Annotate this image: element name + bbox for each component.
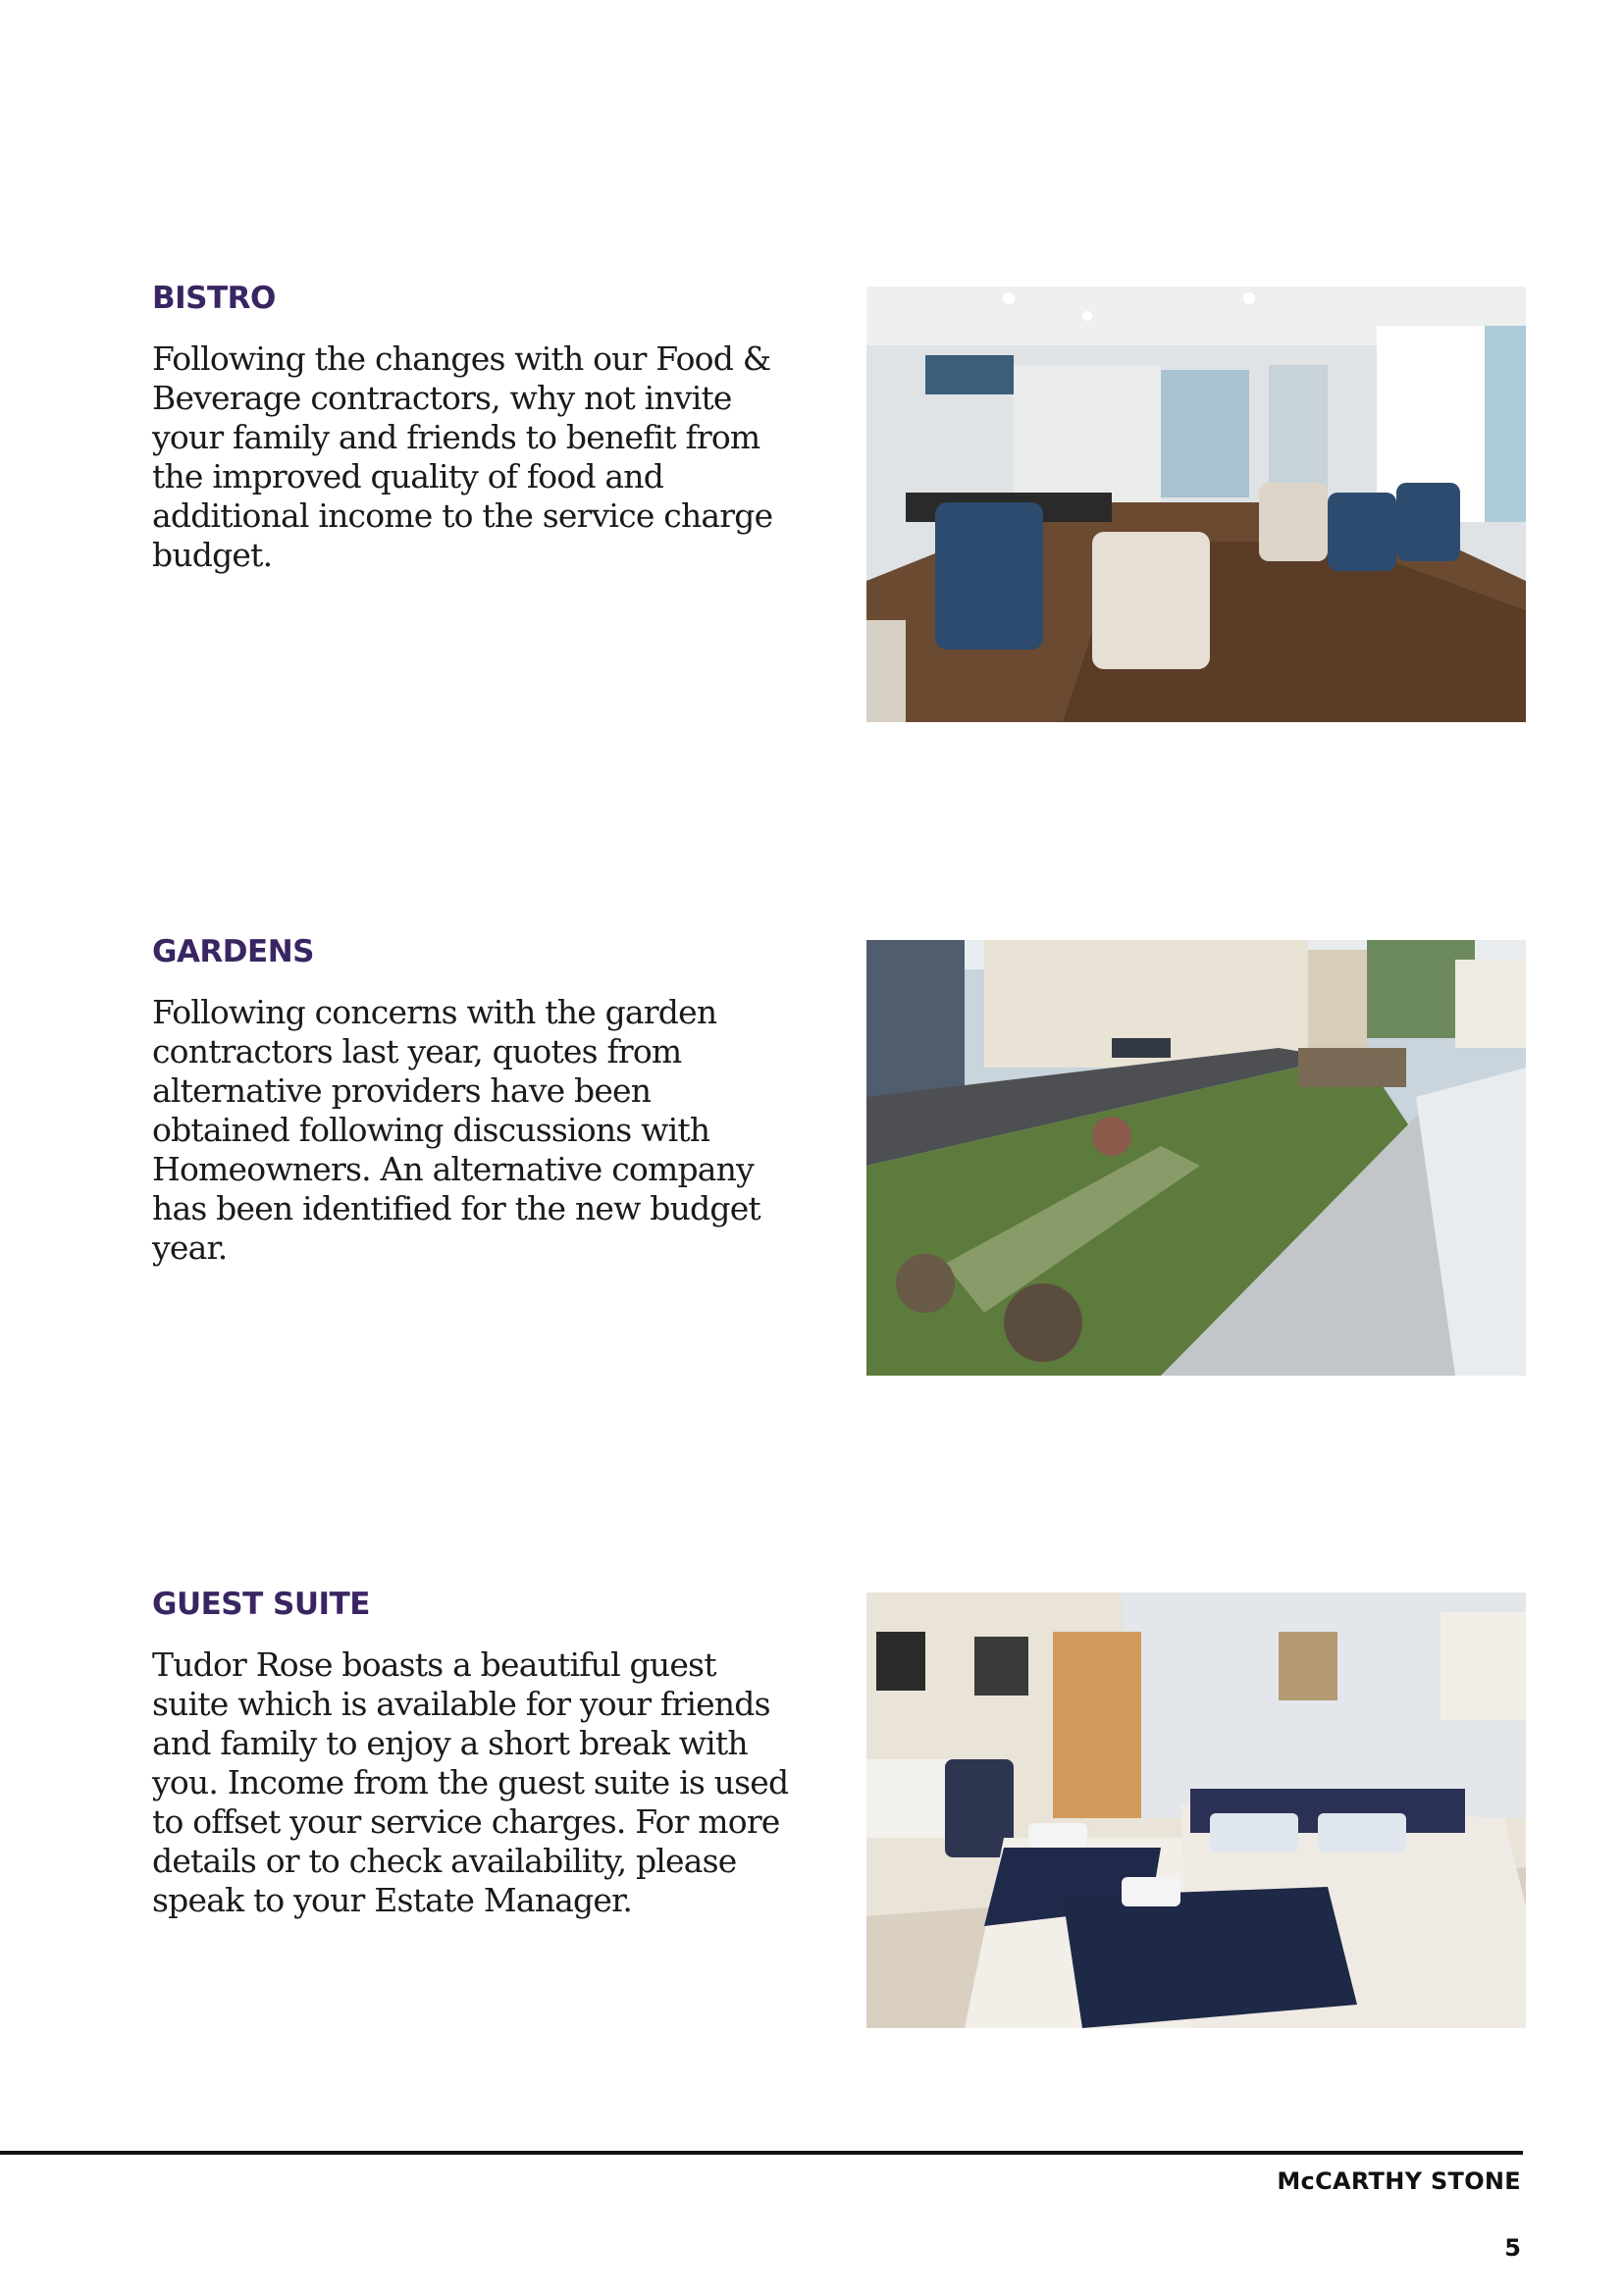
brand-wordmark: McCARTHY STONE (1277, 2167, 1521, 2195)
guest-suite-photo (866, 1592, 1526, 2028)
bistro-photo (866, 287, 1526, 722)
gardens-text: Following concerns with the garden contractors last year, quotes from alternative providers have been obtained following discussions with Homeowners. An alternative company has been identified for the new budget year. (152, 993, 760, 1267)
footer-rule (0, 2151, 1523, 2155)
bistro-heading: BISTRO (152, 281, 276, 316)
bistro-text: Following the changes with our Food & Beverage contractors, why not invite your family and friends to benefit from the improved quality of food and additional income to the service charge budget. (152, 339, 773, 574)
gardens-heading: GARDENS (152, 934, 314, 969)
gardens-photo (866, 940, 1526, 1376)
guest-suite-text: Tudor Rose boasts a beautiful guest suite which is available for your friends and family to enjoy a short break with you. Income from the guest suite is used to offset your service charges. For more details or to check availability, please speak to your Estate Manager. (152, 1645, 789, 1919)
page-number: 5 (1504, 2234, 1521, 2262)
guest-suite-heading: GUEST SUITE (152, 1587, 370, 1622)
